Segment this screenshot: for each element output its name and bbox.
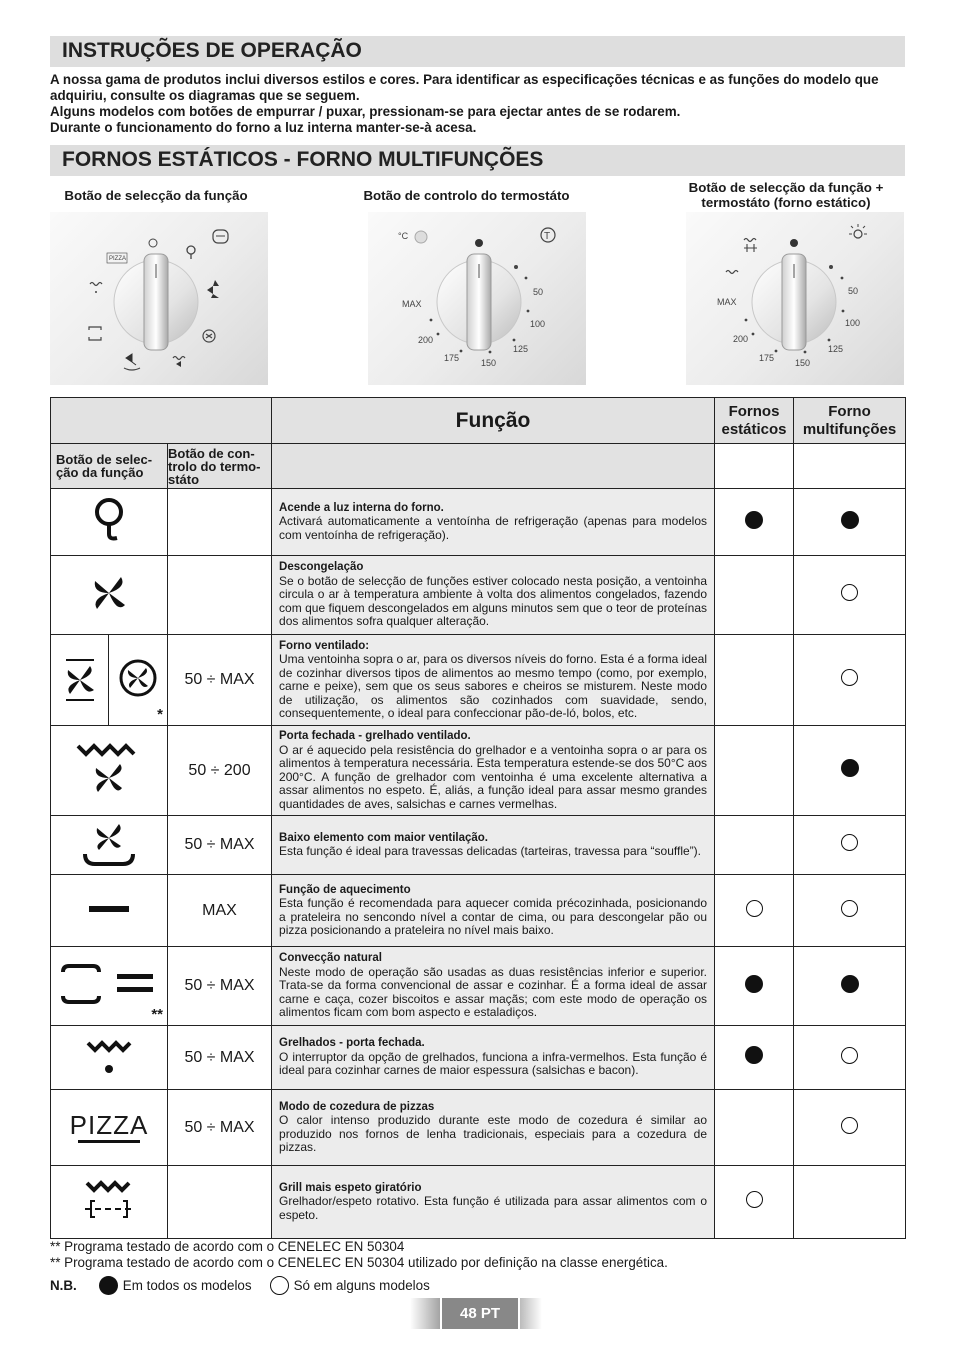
function-description [272,726,715,816]
temp-cell [168,1166,272,1239]
static-availability [715,875,794,947]
multi-availability [794,875,906,947]
legend-hollow-label: Só em alguns modelos [293,1278,430,1293]
fan-circle-icon [109,635,168,726]
temp-cell: 50 ÷ MAX [168,1026,272,1090]
intro-text [50,72,908,136]
static-availability [715,947,794,1026]
footnote-marker: * [157,706,163,723]
page-title: INSTRUÇÕES DE OPERAÇÃO [50,36,905,67]
thermo-label: 125 [513,344,529,354]
multi-availability [794,1166,906,1239]
function-text: Se o botão de selecção de funções estiver colocado nesta posição, a ventoinha circula o ar à temperatura ambiente à volta dos alimentos congelados, fazendo com que fiquem descongelados em alguns minutos sem que o teor de proteínas dos alimentos sofra qualquer alteração. [279,573,708,629]
thermo-label: 50 [533,287,544,297]
temp-cell [168,489,272,556]
table-row [51,947,906,1026]
function-title: Convecção natural [279,952,382,965]
filled-dot-icon [745,975,763,993]
rotisserie-icon [51,1166,168,1239]
multi-availability [794,726,906,816]
thermo-label: 175 [759,353,775,363]
function-text: O interruptor da opção de grelhados, funciona a infra-vermelhos. Esta função é ideal para cozinhar carnes de maior espessura (salsichas e bacon). [279,1049,708,1078]
hollow-dot-icon [841,669,858,686]
knob-caption-thermostat: Botão de controlo do termostáto [363,188,570,203]
function-description [272,556,715,635]
thermo-label: 50 [848,286,859,296]
table-row [51,635,906,726]
function-description [272,1090,715,1166]
filled-dot-icon [745,1046,763,1064]
legend [50,1276,430,1295]
function-text: O ar é aquecido pela resistência do grelhador e a ventoinha sopra o ar para os alimentos à temperatura necessária. Esta temperatura estende-se dos 50°C aos 200°C. A função de grelhador com ventoinha é uma excelente alternativa a assar alimentos no espeto. É, aliás, a função ideal para assar mesmo grandes quantidades de aves, salsichas e carnes vermelhas. [279,742,708,811]
multi-availability [794,816,906,875]
table-row [51,1166,906,1239]
svg-text:T: T [544,231,551,242]
pizza-knob-label: PIZZA [109,256,127,262]
multi-availability [794,947,906,1026]
hollow-dot-icon [841,584,858,601]
static-availability [715,726,794,816]
section-title: FORNOS ESTÁTICOS - FORNO MULTIFUNÇÕES [50,145,905,176]
grill-icon [51,1026,168,1090]
function-text: Esta função é ideal para travessas delicadas (tarteiras, travessa para “souffle”). [279,844,702,858]
function-title: Modo de cozedura de pizzas [279,1100,435,1113]
pizza-icon-text: PIZZA [69,1110,149,1140]
temp-cell: 50 ÷ MAX [168,816,272,875]
multi-availability [794,556,906,635]
function-description [272,947,715,1026]
multi-availability [794,1090,906,1166]
table-row [51,726,906,816]
function-text: Activará automaticamente a ventoínha de refrigeração (apenas para modelos com ventoínha de refrigeração). [279,514,708,542]
function-title: Descongelação [279,561,364,574]
function-text: Grelhador/espeto rotativo. Esta função é utilizada para assar alimentos com o espeto. [279,1194,708,1222]
hollow-dot-icon [270,1276,289,1295]
function-description [272,635,715,726]
hollow-dot-icon [841,900,858,917]
function-knob-panel [50,212,268,385]
thermo-label: MAX [402,299,422,309]
hollow-dot-icon [841,1047,858,1064]
thermo-label: 150 [481,358,497,368]
multi-availability [794,1026,906,1090]
lamp-icon [187,246,195,259]
function-description [272,816,715,875]
static-availability [715,489,794,556]
function-title: Baixo elemento com maior ventilação. [279,831,489,844]
footnote: ** Programa testado de acordo com o CENELEC EN 50304 utilizado por definição na classe energética. [50,1255,668,1270]
filled-dot-icon [99,1276,118,1295]
filled-dot-icon [841,759,859,777]
function-description [272,489,715,556]
legend-filled-label: Em todos os modelos [122,1278,252,1293]
multi-availability [794,635,906,726]
temp-cell: MAX [168,875,272,947]
page-number-box [410,1298,542,1329]
static-availability [715,1090,794,1166]
combined-knob-panel [686,212,904,385]
header-botao-termostato: Botão de con- trolo do termo- státo [168,444,272,489]
temp-cell: 50 ÷ 200 [168,726,272,816]
function-text: O calor intenso produzido durante este modo de cozedura é similar ao produzido nos fornos de lenha tradicionais, especiais para a cozedura de pizzas. [279,1113,708,1154]
function-description [272,1026,715,1090]
legend-nb: N.B. [50,1278,77,1293]
footnote: ** Programa testado de acordo com o CENELEC EN 50304 [50,1239,405,1254]
grill-fan-icon [51,726,168,816]
function-text: Esta função é recomendada para aquecer comida précozinhada, posicionando a prateleira no sencondo nível a contar de cima, ou para descongelar pão ou pizza posicionando a prateleira no nível mais baixo. [279,896,708,937]
thermostat-knob-panel [368,212,586,385]
filled-dot-icon [745,511,763,529]
intro-paragraph: A nossa gama de produtos inclui diversos estilos e cores. Para identificar as especificações técnicas e as funções do modelo que adquiriu, consulte os diagramas que se seguem. [50,72,879,103]
hollow-dot-icon [746,900,763,917]
conventional-icon [51,947,168,1026]
static-availability [715,816,794,875]
header-botao-funcao: Botão de selec- ção da função [51,444,168,489]
intro-paragraph: Durante o funcionamento do forno a luz interna manter-se-à acesa. [50,120,477,135]
table-header-row [51,398,906,444]
header-blank [272,444,715,489]
function-title: Grelhados - porta fechada. [279,1037,425,1050]
thermo-label: 175 [444,353,460,363]
footnote-marker: ** [151,1006,163,1023]
thermo-label: 200 [418,335,434,345]
function-title: Grill mais espeto giratório [279,1181,422,1194]
static-availability [715,556,794,635]
filled-dot-icon [841,511,859,529]
static-availability [715,635,794,726]
thermo-label: 100 [845,318,861,328]
function-description [272,1166,715,1239]
pizza-icon [51,1090,168,1166]
table-row [51,816,906,875]
temp-cell [168,556,272,635]
function-title: Acende a luz interna do forno. [279,501,444,514]
function-table [50,397,906,1239]
temp-cell: 50 ÷ MAX [168,635,272,726]
header-blank [794,444,906,489]
function-text: Uma ventoinha sopra o ar, para os diversos níveis do forno. Esta é a forma ideal de cozinhar diversos tipos de alimentos ao mesmo tempo (como, por exemplo, carne e peixe), sem que os seus sabores e cheiros se misturem. Neste modo de utilização, os alimentos são cozinhados com suavidade, sendo, consequentemente, o ideal para confeccionar pão-de-ló, bolos, etc. [279,652,708,720]
header-funcao: Função [272,398,715,444]
table-row [51,1026,906,1090]
table-row [51,556,906,635]
multi-availability [794,489,906,556]
fan-element-icon [51,635,109,726]
lamp-icon [51,489,168,556]
page-number: 48 PT [440,1298,520,1329]
table-row [51,875,906,947]
hollow-dot-icon [841,1117,858,1134]
static-availability [715,1166,794,1239]
warming-icon [51,875,168,947]
hollow-dot-icon [841,834,858,851]
table-row [51,489,906,556]
pizza-base-line [78,1140,140,1143]
table-row [51,1090,906,1166]
fan-icon [51,556,168,635]
function-title: Função de aquecimento [279,883,411,896]
header-blank [715,444,794,489]
function-title: Forno ventilado: [279,639,370,652]
header-fornos-estaticos: Fornos estáticos [715,398,794,444]
thermo-label: 125 [828,344,844,354]
thermo-label: 100 [530,319,546,329]
thermo-label: 200 [733,334,749,344]
function-title: Porta fechada - grelhado ventilado. [279,730,471,742]
header-blank [51,398,272,444]
temp-cell: 50 ÷ MAX [168,947,272,1026]
thermo-label: MAX [717,297,737,307]
static-availability [715,1026,794,1090]
thermo-label: 150 [795,358,811,368]
hollow-dot-icon [746,1191,763,1208]
intro-paragraph: Alguns modelos com botões de empurrar / puxar, pressionam-se para ejectar antes de se rodarem. [50,104,681,119]
temp-cell: 50 ÷ MAX [168,1090,272,1166]
table-subheader-row [51,444,906,489]
header-forno-multifuncoes: Forno multifunções [794,398,906,444]
function-text: Neste modo de operação são usadas as duas resistências inferior e superior. Trata-se da forma convencional de assar e cozinhar. É a forma ideal de assar carne e caça, cozer biscoitos e assar maçãs; com este modo de operação os alimentos ficam com bom aspecto e estaladiços. [279,964,708,1020]
filled-dot-icon [841,975,859,993]
function-description [272,875,715,947]
knob-caption-combined: Botão de selecção da função + termostáto (forno estático) [688,180,884,210]
knob-caption-function: Botão de selecção da função [64,188,248,203]
bottom-fan-icon [51,816,168,875]
celsius-label: °C [398,231,409,241]
